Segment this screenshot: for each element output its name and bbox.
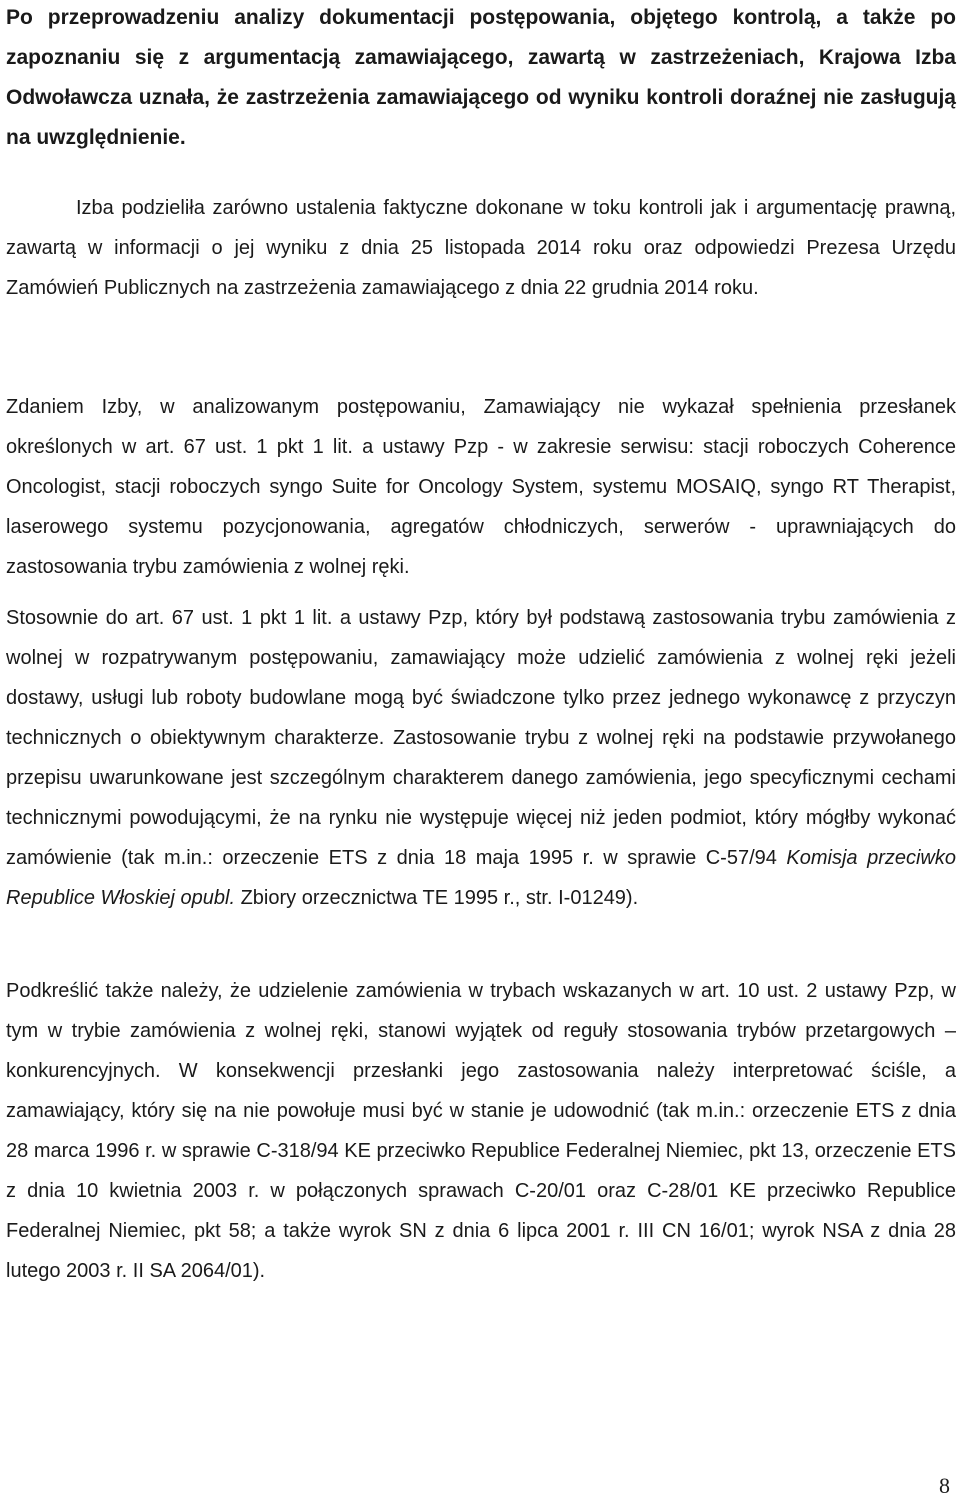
page-number: 8 — [939, 1473, 950, 1498]
case-citation-italic: Komisja przeciwko Republice Włoskiej opubl. — [6, 847, 957, 909]
paragraph-text: Izba podzieliła zarówno ustalenia faktyczne dokonane w toku kontroli jak i argumentację prawną, zawartą w informacji o jej wyniku z dnia 25 listopada 2014 roku oraz odpowiedzi Prezesa Urzędu Zamówień Publicznych na zastrzeżenia zamawiającego z dnia 22 grudnia 2014 roku. — [6, 197, 956, 299]
paragraph-text: Zbiory orzecznictwa TE 1995 r., str. I-01249). — [235, 887, 639, 909]
paragraph-text: Stosownie do art. 67 ust. 1 pkt 1 lit. a ustawy Pzp, który był podstawą zastosowania trybu zamówienia z wolnej w rozpatrywanym postępowaniu, zamawiający może udzielić zamówienia z wolnej ręki jeżeli dostawy, usługi lub roboty budowlane mogą być świadczone tylko przez jednego wykonawcę z przyczyn technicznych o obiektywnym charakterze. Zastosowanie trybu z wolnej ręki na podstawie przywołanego przepisu uwarunkowane jest szczególnym charakterem danego zamówienia, jego specyficznymi cechami technicznymi powodującymi, że na rynku nie występuje więcej niż jeden podmiot, który mógłby wykonać zamówienie (tak m.in.: orzeczenie ETS z dnia 18 maja 1995 r. w sprawie C-57/94 — [6, 607, 956, 869]
paragraph-chamber-opinion: Zdaniem Izby, w analizowanym postępowaniu, Zamawiający nie wykazał spełnienia przesłanek określonych w art. 67 ust. 1 pkt 1 lit. a ustawy Pzp - w zakresie serwisu: stacji roboczych Coherence Oncologist, stacji roboczych syngo Suite for Oncology System, systemu MOSAIQ, syngo RT Therapist, laserowego systemu pozycjonowania, agregatów chłodniczych, serwerów - uprawniających do zastosowania trybu zamówienia z wolnej ręki. — [6, 396, 956, 578]
paragraph-conclusion: Po przeprowadzeniu analizy dokumentacji postępowania, objętego kontrolą, a także po zapoznaniu się z argumentacją zamawiającego, zawartą w zastrzeżeniach, Krajowa Izba Odwoławcza uznała, że zastrzeżenia zamawiającego od wyniku kontroli doraźnej nie zasługują na uwzględnienie. — [6, 6, 956, 149]
paragraph-exception-rule: Podkreślić także należy, że udzielenie zamówienia w trybach wskazanych w art. 10 ust. 2 ustawy Pzp, w tym w trybie zamówienia z wolnej ręki, stanowi wyjątek od reguły stosowania trybów przetargowych – konkurencyjnych. W konsekwencji przesłanki jego zastosowania należy interpretować ściśle, a zamawiający, który się na nie powołuje musi być w stanie je udowodnić (tak m.in.: orzeczenie ETS z dnia 28 marca 1996 r. w sprawie C-318/94 KE przeciwko Republice Federalnej Niemiec, pkt 13, orzeczenie ETS z dnia 10 kwietnia 2003 r. w połączonych sprawach C-20/01 oraz C-28/01 KE przeciwko Republice Federalnej Niemiec, pkt 58; a także wyrok SN z dnia 6 lipca 2001 r. III CN 16/01; wyrok NSA z dnia 28 lutego 2003 r. II SA 2064/01). — [6, 980, 956, 1282]
paragraph-chamber-agreement — [6, 188, 956, 308]
paragraph-legal-basis — [6, 598, 956, 918]
